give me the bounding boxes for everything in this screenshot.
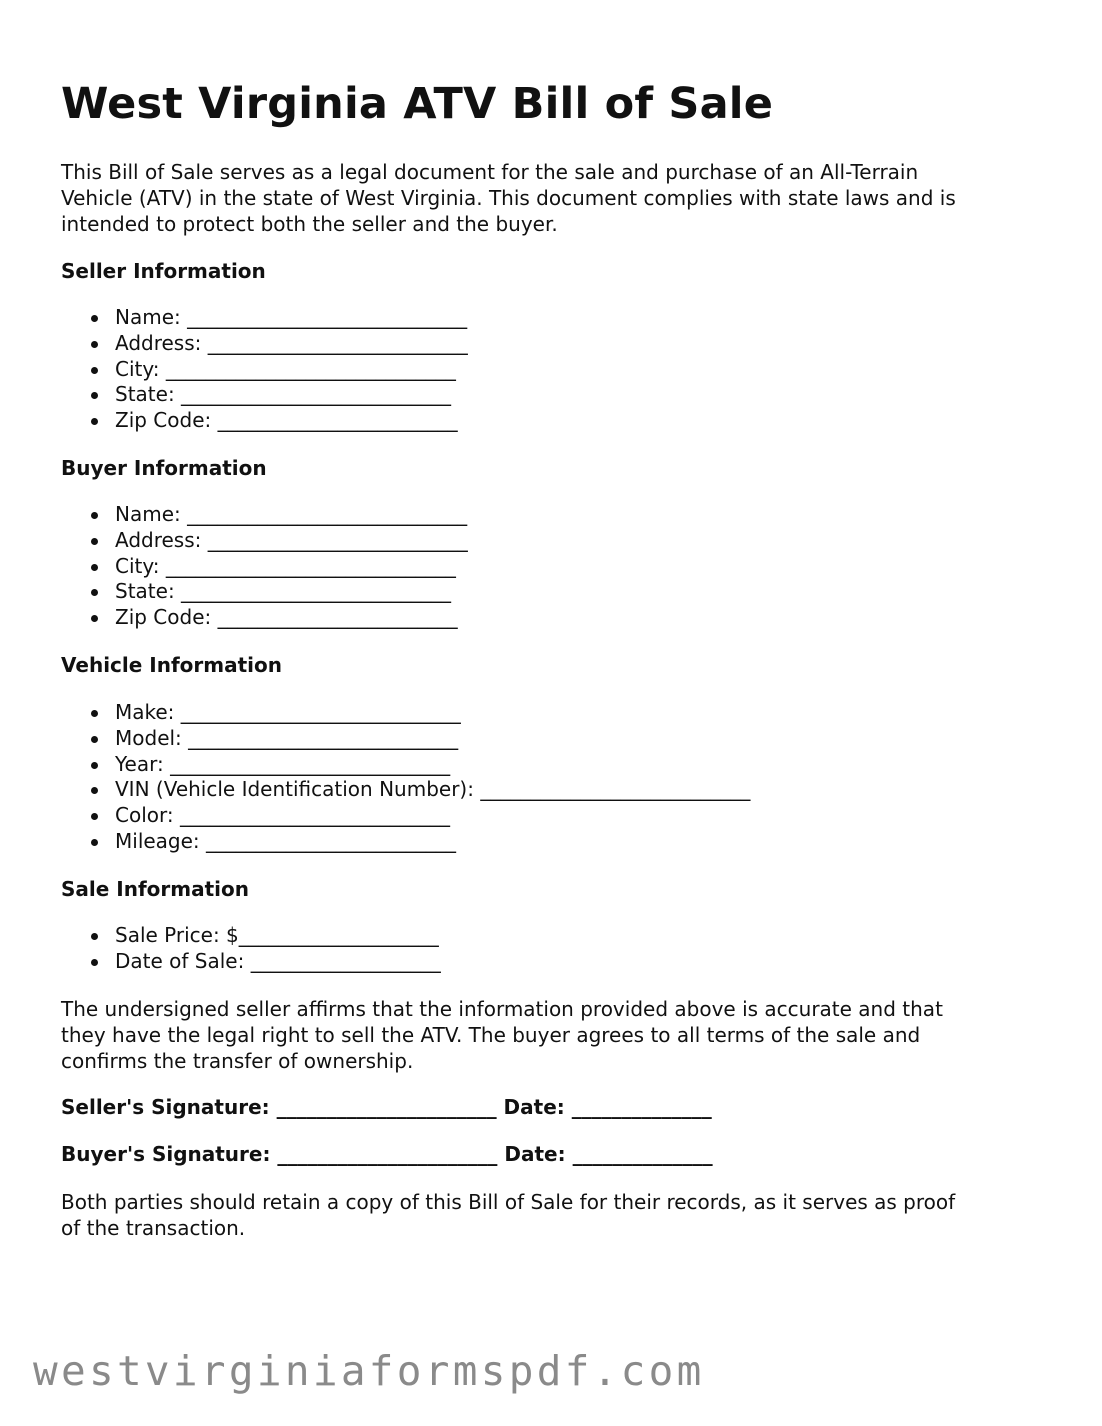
intro-line: intended to protect both the seller and the buyer.	[61, 212, 558, 236]
closing-line: Both parties should retain a copy of this Bill of Sale for their records, as it serves as proof	[61, 1190, 956, 1214]
sale-heading: Sale Information	[61, 877, 249, 901]
seller-list	[61, 305, 468, 434]
intro-line: This Bill of Sale serves as a legal document for the sale and purchase of an All-Terrain	[61, 160, 919, 184]
affirmation-paragraph	[61, 996, 943, 1074]
vehicle-list	[61, 700, 750, 855]
sale-price-field[interactable]: Sale Price: $____________________	[61, 923, 441, 949]
intro-line: Vehicle (ATV) in the state of West Virginia. This document complies with state laws and is	[61, 186, 956, 210]
closing-line: of the transaction.	[61, 1216, 246, 1240]
seller-city-field[interactable]: City: _____________________________	[61, 357, 468, 383]
seller-state-field[interactable]: State: ___________________________	[61, 382, 468, 408]
vehicle-model-field[interactable]: Model: ___________________________	[61, 726, 750, 752]
vehicle-vin-field[interactable]: VIN (Vehicle Identification Number): ___________________________	[61, 777, 750, 803]
buyer-address-field[interactable]: Address: __________________________	[61, 528, 468, 554]
seller-heading: Seller Information	[61, 259, 266, 283]
vehicle-mileage-field[interactable]: Mileage: _________________________	[61, 829, 750, 855]
affirmation-line: confirms the transfer of ownership.	[61, 1049, 414, 1073]
vehicle-color-field[interactable]: Color: ___________________________	[61, 803, 750, 829]
intro-paragraph	[61, 159, 956, 237]
affirmation-line: they have the legal right to sell the ATV. The buyer agrees to all terms of the sale and	[61, 1023, 921, 1047]
vehicle-make-field[interactable]: Make: ____________________________	[61, 700, 750, 726]
buyer-list	[61, 502, 468, 631]
closing-paragraph	[61, 1189, 955, 1241]
site-watermark: westvirginiaformspdf.com	[33, 1347, 705, 1395]
buyer-city-field[interactable]: City: _____________________________	[61, 554, 468, 580]
seller-signature-line[interactable]: Seller's Signature: ______________________ Date: ______________	[61, 1095, 712, 1119]
vehicle-heading: Vehicle Information	[61, 653, 282, 677]
buyer-signature-line[interactable]: Buyer's Signature: ______________________ Date: ______________	[61, 1142, 713, 1166]
seller-address-field[interactable]: Address: __________________________	[61, 331, 468, 357]
sale-date-field[interactable]: Date of Sale: ___________________	[61, 949, 441, 975]
sale-list	[61, 923, 441, 975]
document-title: West Virginia ATV Bill of Sale	[61, 79, 774, 129]
buyer-name-field[interactable]: Name: ____________________________	[61, 502, 468, 528]
buyer-zip-field[interactable]: Zip Code: ________________________	[61, 605, 468, 631]
buyer-state-field[interactable]: State: ___________________________	[61, 579, 468, 605]
affirmation-line: The undersigned seller affirms that the information provided above is accurate and that	[61, 997, 943, 1021]
buyer-heading: Buyer Information	[61, 456, 267, 480]
seller-name-field[interactable]: Name: ____________________________	[61, 305, 468, 331]
seller-zip-field[interactable]: Zip Code: ________________________	[61, 408, 468, 434]
vehicle-year-field[interactable]: Year: ____________________________	[61, 752, 750, 778]
